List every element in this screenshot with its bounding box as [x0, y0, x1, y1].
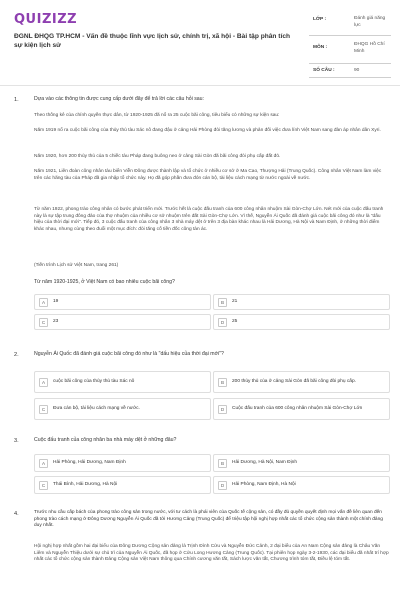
option-letter: D	[218, 481, 227, 490]
option-letter: C	[39, 405, 48, 414]
option-letter: B	[218, 298, 227, 307]
option-letter: C	[39, 318, 48, 327]
option-letter: C	[39, 481, 48, 490]
meta-class-label: LỚP :	[313, 17, 327, 22]
option-letter: B	[218, 378, 227, 387]
answer-option-c[interactable]	[34, 314, 211, 330]
meta-subject-value: ĐHQG Hồ Chí Minh	[354, 42, 385, 54]
meta-subject-label: MÔN :	[313, 45, 328, 50]
meta-count-row	[309, 64, 391, 78]
passage-paragraph: Hội nghị hợp nhất gồm hai đại biểu của Đông Dương Cộng sản đảng là Trịnh Đình Cửu và Nguyễn Đức Cảnh, 2 đại biểu của An Nam Cộng sản đảng là Châu Văn Liêm và Nguyễn Thiệu dưới sự chủ trì của Nguyễn Ái Quốc, đã họp ở Cửu Long Hương Cảng (Trung Quốc). Tại phiên họp ngày 3-2-1930, các đại biểu đã nhất trí hợp nhất các tổ chức cộng sản thành Đảng Cộng sản Việt Nam thông qua Chính cương văn tắt, Sách lược văn tắt, Chương trình tóm tắt, Điều lệ tóm tắt.	[34, 544, 389, 563]
option-text: 25	[232, 319, 238, 324]
meta-count-label: SỐ CÂU :	[313, 68, 335, 73]
option-letter: A	[39, 378, 48, 387]
option-text: Đưa cán bộ, tài liệu cách mạng về nước.	[53, 406, 140, 411]
answer-option-a[interactable]	[34, 371, 211, 393]
answer-option-b[interactable]	[213, 454, 390, 472]
question-intro: Dựa vào các thông tin được cung cấp dưới đây để trả lời các câu hỏi sau:	[34, 96, 204, 102]
meta-class-row	[309, 12, 391, 36]
answer-option-b[interactable]	[213, 371, 390, 393]
option-text: 200 thủy thủ của ở cảng Sài Gòn đã bãi công đòi phụ cấp.	[232, 379, 356, 384]
passage-paragraph: Từ năm 1922, phong trào công nhân có bước phát triển mới. Trước hết là cuộc đấu tranh của 600 công nhân nhuộm Sài Gòn-Chợ Lớn. Nét mới của cuộc đấu tranh này là sự tập trung đông đảo của thợ nhuộm của nhiều cơ sở nhuộm trên đất Sài Gòn-Chợ Lớn. Vì thế, Nguyễn Ái Quốc đã đánh giá cuộc bãi công đó như là "dấu hiệu của thời đại mới". Tiếp đó, 3 cuộc đấu tranh của công nhân 3 nhà máy dệt ở trên 3 địa bàn khác nhau là Hải Dương, Hà Nội và Nam Định, ở những thời điểm khác nhau, nhưng cùng theo đuổi một mục đích: đòi tăng cố tiền đốc công tàn ác.	[34, 207, 384, 232]
option-letter: A	[39, 459, 48, 468]
passage-source: (Tiến trình Lịch sử Việt Nam, trang 261)	[34, 263, 119, 268]
answer-option-c[interactable]	[34, 398, 211, 420]
question-number: 2.	[14, 352, 19, 358]
option-text: 21	[232, 299, 238, 304]
question-number: 4.	[14, 511, 19, 517]
passage-paragraph: Năm 1921, Liên đoàn công nhân tàu biển Viễn Đông được thành lập và tổ chức ở nhiều cơ sở ở Ma Cao, Thượng Hải (Trung Quốc). Công nhân Việt Nam làm việc trên các hãng tàu của Pháp đã gia nhập tổ chức này. Họ đã góp phần đưa đón cán bộ, tài liệu cách mạng từ nước ngoài về nước.	[34, 169, 382, 181]
option-letter: D	[218, 405, 227, 414]
passage-paragraph: Trước nhu cầu cấp bách của phong trào công sản trong nước, với tư cách là phái viên của Quốc tế cộng sản, có đầy đủ quyền quyết định mọi vấn đề liên quan đến phong trào cách mạng ở Đông Dương Nguyễn Ái Quốc đã tới Hương Cảng (Trung Quốc) để triệu tập hội nghị hợp nhất các tổ chức cộng sản thành một chính đảng duy nhất.	[34, 510, 383, 529]
meta-count-value: 90	[354, 68, 360, 73]
option-text: 19	[53, 299, 59, 304]
question-stem: Cuộc đấu tranh của công nhân ba nhà máy dệt ở những đâu?	[34, 437, 177, 443]
option-text: Hải Dương, Hà Nội, Nam Định	[232, 460, 298, 465]
answer-option-a[interactable]	[34, 454, 211, 472]
page-title: ĐGNL ĐHQG TP.HCM - Vấn đề thuộc lĩnh vực lịch sử, chính trị, xã hội - Bài tập phân tích sự kiện lịch sử	[14, 33, 291, 49]
passage-paragraph: Năm 1919 nổ ra cuộc bãi công của thủy thủ tàu Sác nô đang đậu ở cảng Hải Phòng đòi tăng lương và phản đối việc đưa lính Việt Nam sang đàn áp nhân dân Xyri.	[34, 128, 381, 133]
answer-option-d[interactable]	[213, 398, 390, 420]
answer-option-d[interactable]	[213, 314, 390, 330]
header-divider	[0, 85, 400, 86]
option-text: cuộc bãi công của thủy thủ tàu Sác nô	[53, 379, 135, 384]
option-text: Hải Phòng, Hải Dương, Nam Định	[53, 460, 126, 465]
option-text: Thái Bình, Hải Dương, Hà Nội	[53, 482, 118, 487]
passage-paragraph: Theo thống kê của chính quyền thực dân, từ 1920-1925 đã nổ ra 25 cuộc bãi công, tiêu biểu có những sự kiện sau:	[34, 113, 280, 118]
option-letter: D	[218, 318, 227, 327]
option-letter: B	[218, 459, 227, 468]
option-text: Cuộc đấu tranh của 600 công nhân nhuộm Sài Gòn-Chợ Lớn	[232, 406, 363, 411]
answer-option-b[interactable]	[213, 294, 390, 310]
answer-option-c[interactable]	[34, 476, 211, 494]
option-text: Hải Phòng, Nam Định, Hà Nội	[232, 482, 296, 487]
option-text: 23	[53, 319, 59, 324]
question-number: 1.	[14, 97, 19, 103]
option-letter: A	[39, 298, 48, 307]
meta-subject-row	[309, 36, 391, 64]
quizizz-logo: QUIZIZZ	[14, 12, 78, 27]
meta-info-box	[309, 12, 391, 78]
passage-paragraph: Năm 1920, hơn 200 thủy thủ của 5 chiếc tàu Pháp đang buông neo ở cảng Sài Gòn đã bãi công đòi phụ cấp đắt đỏ.	[34, 154, 281, 159]
meta-class-value: Đánh giá năng lực	[354, 16, 386, 28]
question-number: 3.	[14, 438, 19, 444]
answer-option-d[interactable]	[213, 476, 390, 494]
question-stem: Nguyễn Ái Quốc đã đánh giá cuộc bãi công đó như là "dấu hiệu của thời đại mới"?	[34, 351, 224, 357]
question-stem: Từ năm 1920-1925, ở Việt Nam có bao nhiêu cuộc bãi công?	[34, 279, 175, 285]
answer-option-a[interactable]	[34, 294, 211, 310]
